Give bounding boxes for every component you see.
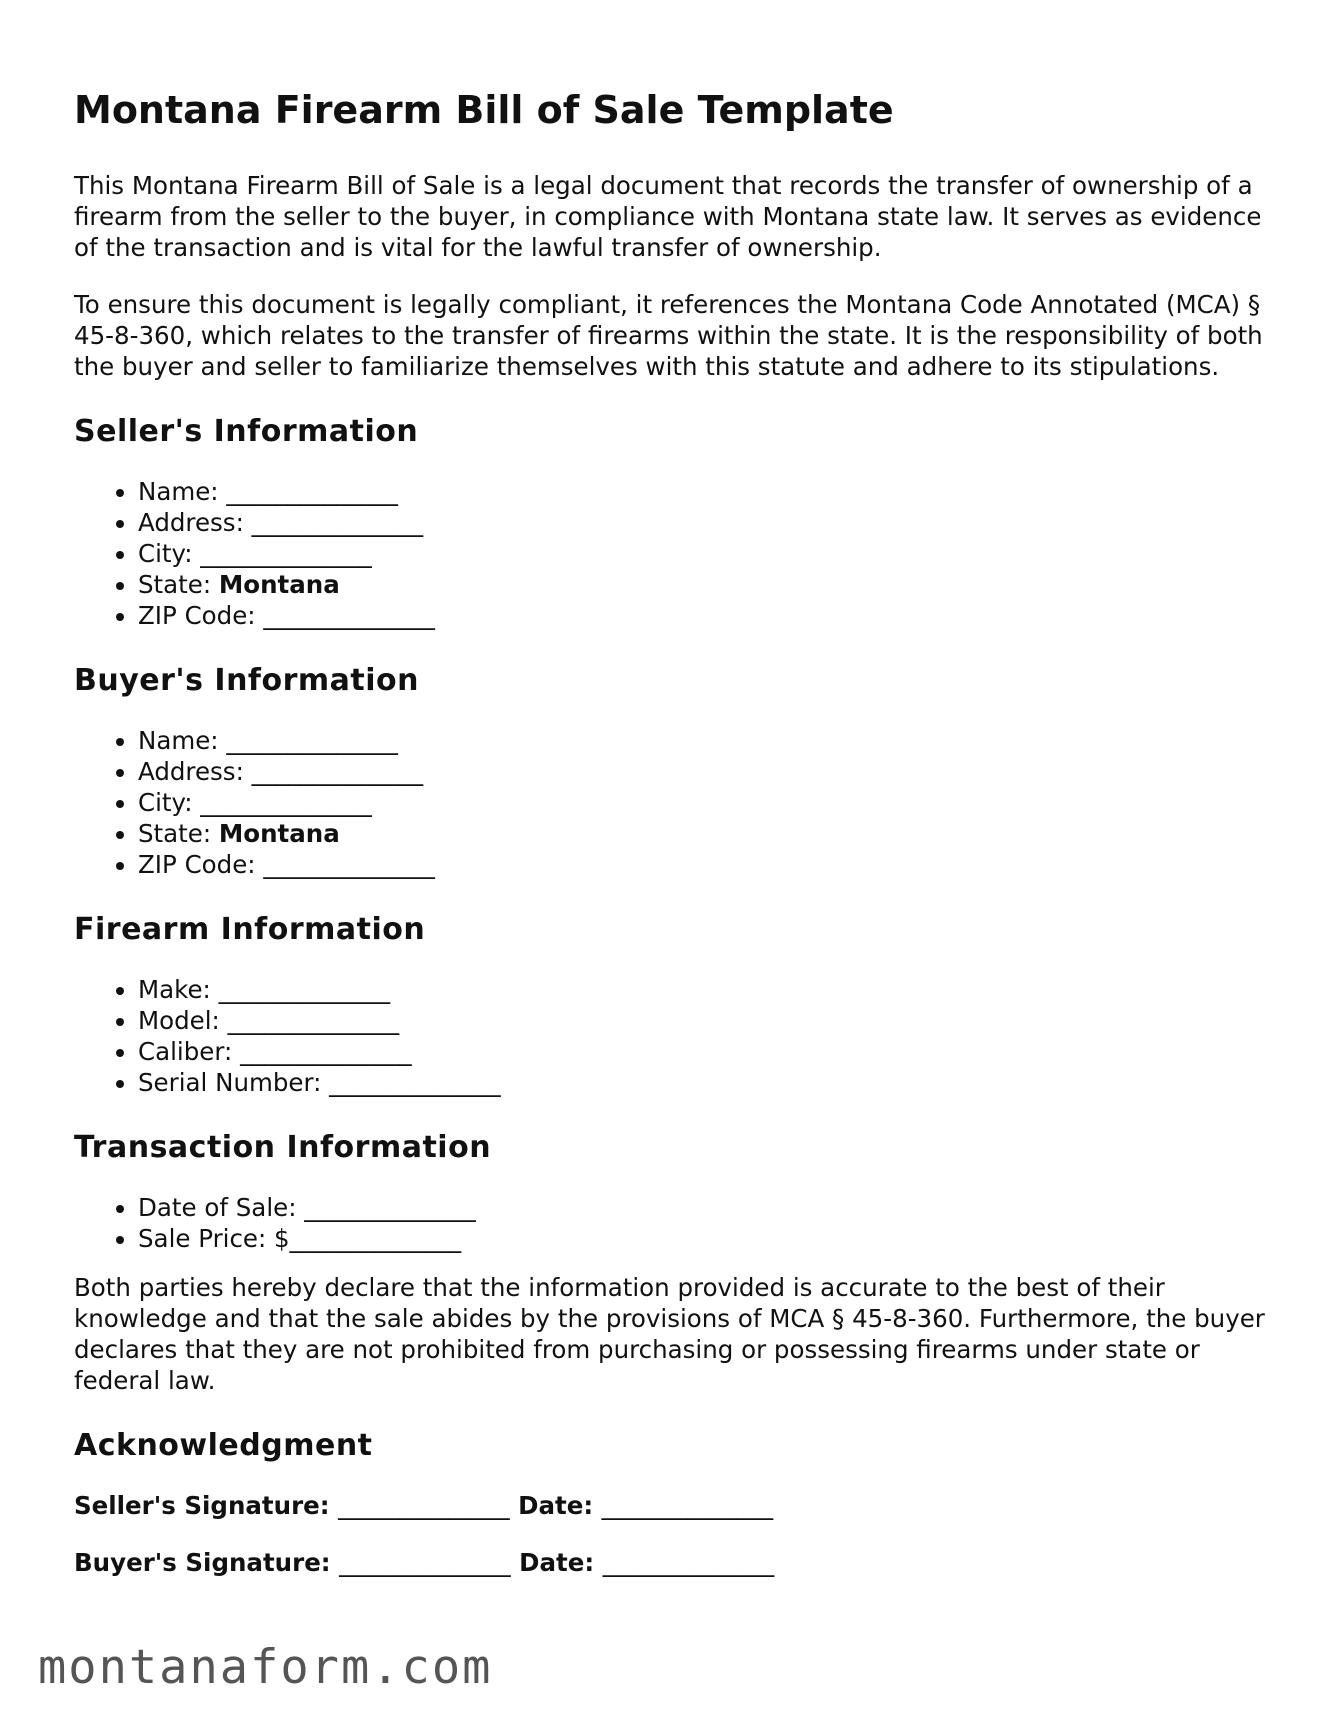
buyer-state-field: • State: Montana [138, 818, 1274, 849]
blank-line: ______________ [263, 600, 435, 630]
firearm-heading: Firearm Information [74, 911, 426, 947]
seller-state-field: • State: Montana [138, 569, 1274, 600]
seller-signature-line: Seller's Signature: ______________ Date: ______________ [74, 1490, 774, 1520]
buyer-zip-field: • ZIP Code: ______________ [138, 849, 1274, 880]
blank-line: ______________ [329, 1067, 501, 1097]
blank-line: ______________ [338, 1490, 510, 1520]
transaction-date-field: • Date of Sale: ______________ [138, 1192, 1274, 1223]
seller-zip-field: • ZIP Code: ______________ [138, 600, 1274, 631]
blank-line: ______________ [200, 787, 372, 817]
seller-city-field: • City: ______________ [138, 538, 1274, 569]
firearm-make-field: • Make: ______________ [138, 974, 1274, 1005]
blank-line: ______________ [218, 974, 391, 1004]
buyer-fields [74, 725, 1274, 880]
blank-line: ______________ [226, 476, 398, 506]
buyer-city-field: • City: ______________ [138, 787, 1274, 818]
firearm-serial-field: • Serial Number: ______________ [138, 1067, 1274, 1098]
blank-line: ______________ [227, 1005, 400, 1035]
seller-address-field: • Address: ______________ [138, 507, 1274, 538]
firearm-fields [74, 974, 1274, 1098]
declaration-paragraph: Both parties hereby declare that the information provided is accurate to the best of their knowledge and that the sale abides by the provisions of MCA § 45-8-360. Furthermore, the buyer declares that they are not prohibited from purchasing or possessing firearms under state or federal law. [74, 1272, 1265, 1395]
blank-line: ______________ [226, 725, 398, 755]
buyer-state-value: Montana [218, 818, 340, 848]
buyer-name-field: • Name: ______________ [138, 725, 1274, 756]
buyer-address-field: • Address: ______________ [138, 756, 1274, 787]
blank-line: ______________ [251, 507, 424, 537]
buyer-signature-line: Buyer's Signature: ______________ Date: ______________ [74, 1547, 775, 1577]
transaction-price-field: • Sale Price: $______________ [138, 1223, 1274, 1254]
blank-line: ______________ [304, 1192, 476, 1222]
blank-line: ______________ [602, 1547, 775, 1577]
transaction-fields [74, 1192, 1274, 1254]
document-page [74, 88, 1274, 1604]
transaction-heading: Transaction Information [74, 1129, 492, 1165]
blank-line: ______________ [200, 538, 372, 568]
seller-fields [74, 476, 1274, 631]
watermark-text: montanaform.com [38, 1640, 493, 1695]
seller-heading: Seller's Information [74, 413, 419, 449]
intro-paragraph-2: To ensure this document is legally compliant, it references the Montana Code Annotated (MCA) § 45-8-360, which relates to the transfer of firearms within the state. It is the responsibility of both the buyer and seller to familiarize themselves with this statute and adhere to its stipulations. [74, 289, 1263, 381]
document-title: Montana Firearm Bill of Sale Template [74, 88, 894, 132]
seller-name-field: • Name: ______________ [138, 476, 1274, 507]
blank-line: ______________ [601, 1490, 774, 1520]
buyer-heading: Buyer's Information [74, 662, 419, 698]
blank-line: ______________ [263, 849, 435, 879]
blank-line: ______________ [289, 1223, 462, 1253]
acknowledgment-heading: Acknowledgment [74, 1427, 373, 1463]
blank-line: ______________ [240, 1036, 412, 1066]
blank-line: ______________ [251, 756, 424, 786]
seller-state-value: Montana [218, 569, 340, 599]
firearm-model-field: • Model: ______________ [138, 1005, 1274, 1036]
intro-paragraph-1: This Montana Firearm Bill of Sale is a legal document that records the transfer of ownership of a firearm from the seller to the buyer, in compliance with Montana state law. It serves as evidence of the transaction and is vital for the lawful transfer of ownership. [74, 170, 1262, 262]
blank-line: ______________ [339, 1547, 511, 1577]
firearm-caliber-field: • Caliber: ______________ [138, 1036, 1274, 1067]
